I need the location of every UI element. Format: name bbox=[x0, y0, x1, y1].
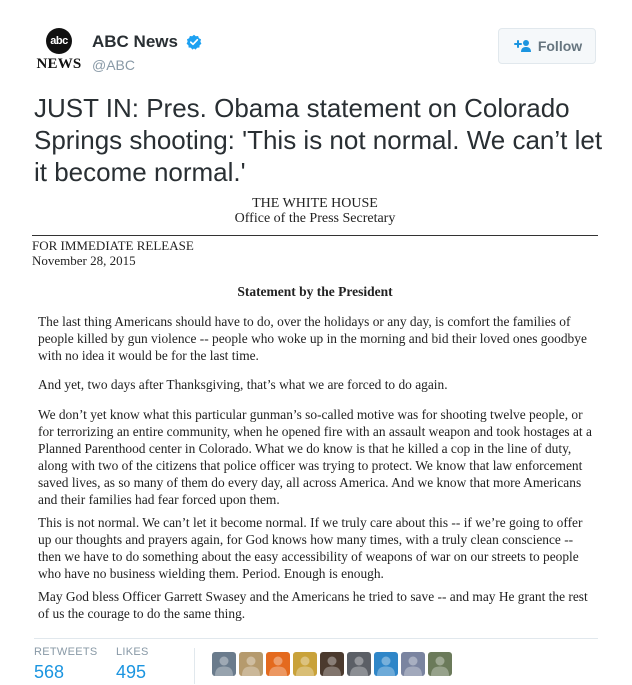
follow-label: Follow bbox=[537, 38, 583, 54]
account-handle[interactable]: @ABC bbox=[92, 57, 135, 73]
attached-statement-image[interactable] bbox=[32, 196, 598, 628]
likes-stat[interactable] bbox=[116, 646, 149, 683]
user-avatar-icon[interactable] bbox=[239, 652, 263, 676]
user-avatar-icon[interactable] bbox=[212, 652, 236, 676]
follow-button[interactable] bbox=[498, 28, 596, 64]
document-paragraph: May God bless Officer Garrett Swasey and the Americans he tried to save -- and may He grant the rest of us the courage to do the same thing. bbox=[38, 589, 588, 621]
user-avatar-icon[interactable] bbox=[320, 652, 344, 676]
user-avatar-icon[interactable] bbox=[347, 652, 371, 676]
user-avatar-icon[interactable] bbox=[374, 652, 398, 676]
document-release bbox=[32, 238, 194, 268]
document-paragraph: And yet, two days after Thanksgiving, that’s what we are forced to do again. bbox=[38, 377, 448, 392]
likes-count: 495 bbox=[116, 662, 147, 682]
user-avatar-icon[interactable] bbox=[428, 652, 452, 676]
display-name[interactable]: ABC News bbox=[92, 32, 178, 51]
release-label: FOR IMMEDIATE RELEASE bbox=[32, 238, 194, 253]
tweet-header bbox=[34, 26, 598, 76]
verified-badge-icon bbox=[186, 34, 202, 50]
account-names bbox=[92, 32, 202, 73]
stats-separator bbox=[194, 648, 195, 684]
user-avatar-icon[interactable] bbox=[401, 652, 425, 676]
document-rule bbox=[32, 235, 598, 236]
tweet-text: JUST IN: Pres. Obama statement on Colorado Springs shooting: 'This is not normal. We can’t let it become normal.' bbox=[34, 93, 603, 187]
user-avatar-icon[interactable] bbox=[266, 652, 290, 676]
document-paragraph: This is not normal. We can’t let it become normal. If we truly care about this -- if we’re going to offer up our thoughts and prayers again, for God knows how many times, with a truly clean conscience -- then we have to do something about the easy accessibility of weapons of war on our streets to people who have no business wielding them. Period. Enough is enough. bbox=[38, 515, 583, 581]
stats-divider bbox=[34, 638, 598, 639]
news-logo-text: NEWS bbox=[36, 56, 82, 72]
account-avatar[interactable] bbox=[34, 26, 84, 74]
abc-logo-icon: abc bbox=[46, 28, 72, 54]
retweets-label: RETWEETS bbox=[34, 646, 98, 658]
document-title: Statement by the President bbox=[237, 284, 393, 299]
user-avatar-icon[interactable] bbox=[293, 652, 317, 676]
retweets-stat[interactable] bbox=[34, 646, 98, 683]
add-user-icon bbox=[512, 39, 532, 53]
document-office: Office of the Press Secretary bbox=[234, 211, 396, 226]
document-heading: THE WHITE HOUSE bbox=[252, 196, 378, 211]
release-date: November 28, 2015 bbox=[32, 253, 136, 268]
likes-label: LIKES bbox=[116, 646, 149, 658]
retweets-count: 568 bbox=[34, 662, 65, 682]
document-paragraph: The last thing Americans should have to do, over the holidays or any day, is comfort the families of people killed by gun violence -- people who woke up in the morning and bid their loved ones goodbye with no idea it would be for the last time. bbox=[38, 314, 587, 363]
document-paragraph: We don’t yet know what this particular gunman’s so-called motive was for shooting twelve people, or for terrorizing an entire community, when he opened fire with an assault weapon and took hostages at a Planned Parenthood center in Colorado. What we do know is that he killed a cop in the line of duty, along with two of the citizens that police officer was trying to protect. We know that law enforcement saved lives, as so many of them do every day, all across America. And we know that more Americans and their families had fear forced upon them. bbox=[38, 407, 592, 507]
